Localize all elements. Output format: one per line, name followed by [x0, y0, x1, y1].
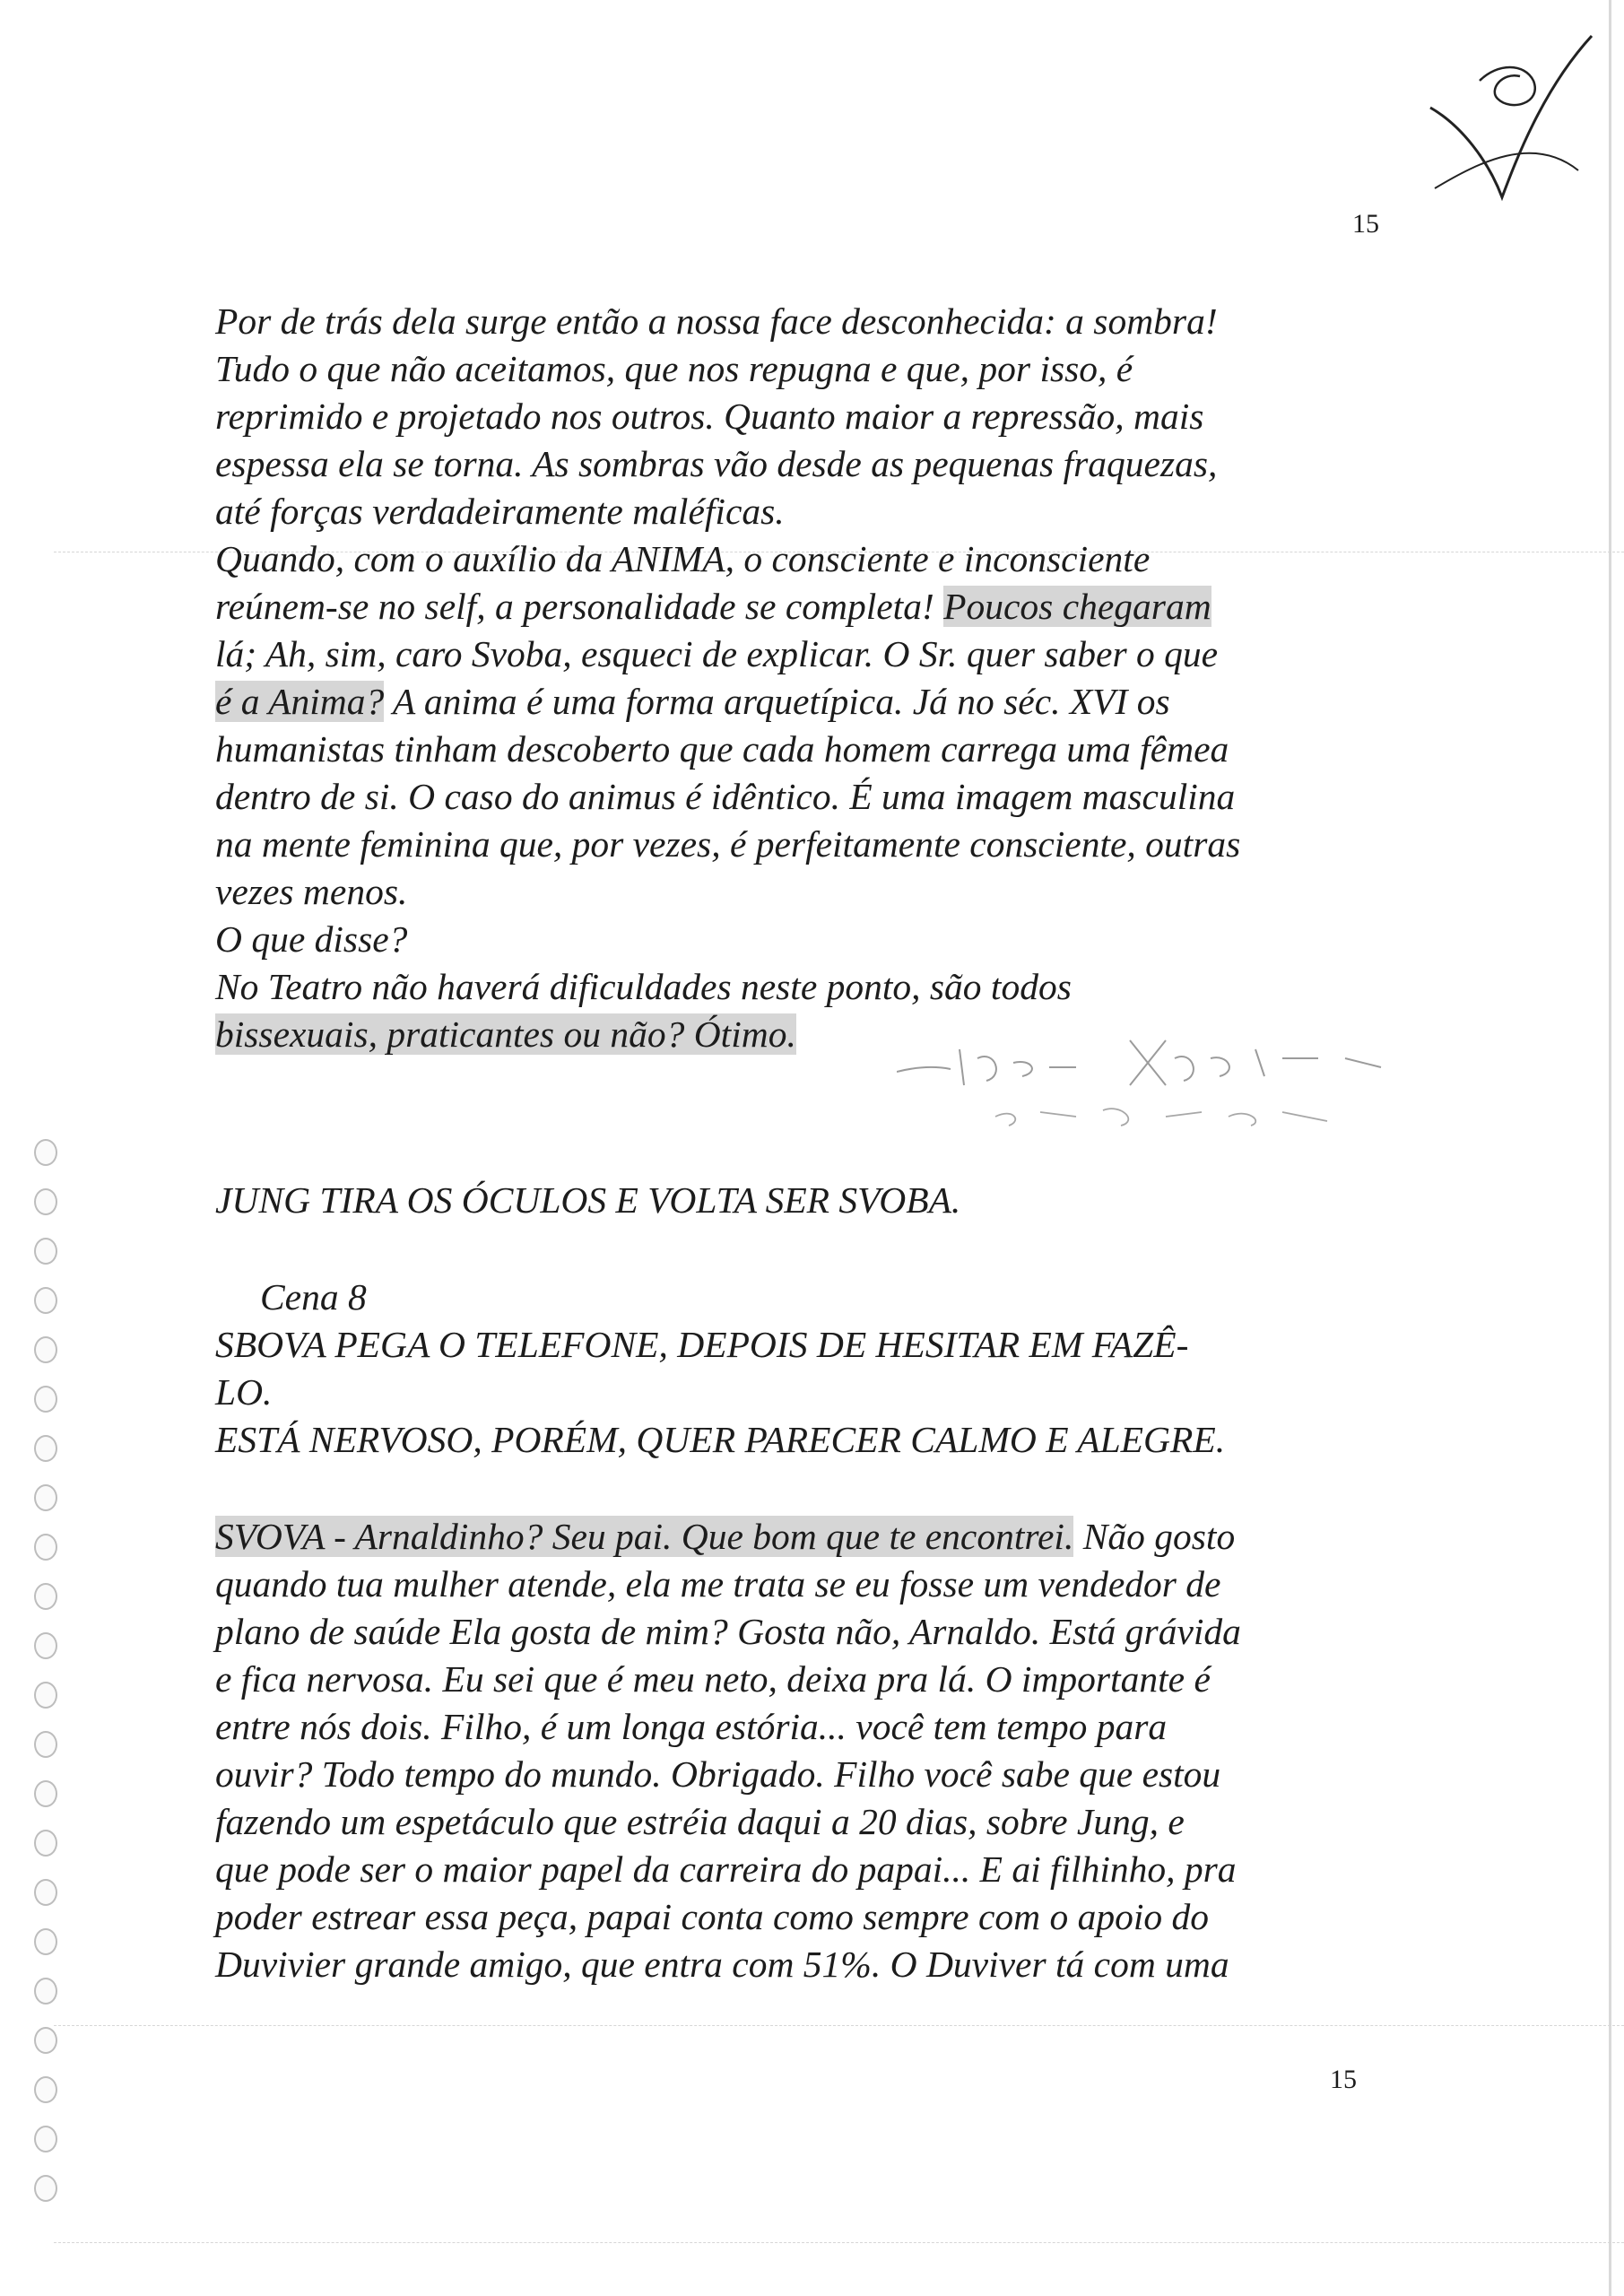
page-edge-shadow: [1609, 0, 1611, 2296]
text-line: até forças verdadeiramente maléficas.: [215, 491, 785, 532]
text-line: lá; Ah, sim, caro Svoba, esqueci de explicar. O Sr. quer saber o que: [215, 633, 1219, 674]
text-segment: A anima é uma forma arquetípica. Já no séc. XVI os: [384, 681, 1170, 722]
dialogue-line: [215, 1513, 1390, 1561]
dialogue-line: entre nós dois. Filho, é um longa estória... você tem tempo para: [215, 1706, 1168, 1747]
text-line: Tudo o que não aceitamos, que nos repugna e que, por isso, é: [215, 348, 1133, 389]
binding-hole-icon: [34, 1238, 57, 1265]
dialogue-line: fazendo um espetáculo que estréia daqui a 20 dias, sobre Jung, e: [215, 1801, 1185, 1842]
binding-hole-icon: [34, 1830, 57, 1857]
text-line: [215, 678, 1390, 726]
text-line: O que disse?: [215, 918, 408, 960]
binding-hole-icon: [34, 1287, 57, 1314]
binding-hole-icon: [34, 1435, 57, 1462]
binding-hole-icon: [34, 2076, 57, 2103]
binding-hole-icon: [34, 1386, 57, 1413]
handwritten-pencil-note-icon: [897, 1031, 1399, 1148]
binding-hole-icon: [34, 2126, 57, 2152]
bottom-edge-line: [54, 2242, 1624, 2244]
binding-hole-icon: [34, 1928, 57, 1955]
page-number-bottom: 15: [1330, 2065, 1357, 2094]
binding-hole-icon: [34, 1978, 57, 2005]
text-line: vezes menos.: [215, 871, 408, 912]
binding-hole-icon: [34, 1139, 57, 1166]
binding-hole-icon: [34, 1534, 57, 1561]
binding-hole-icon: [34, 2175, 57, 2202]
text-line: na mente feminina que, por vezes, é perfeitamente consciente, outras: [215, 823, 1241, 865]
signature-check-mark-icon: [1426, 27, 1596, 206]
highlighted-text: Poucos chegaram: [943, 586, 1211, 627]
dialogue-line: Duvivier grande amigo, que entra com 51%. O Duviver tá com uma: [215, 1944, 1229, 1985]
binding-holes: [27, 538, 63, 2287]
text-line: reprimido e projetado nos outros. Quanto maior a repressão, mais: [215, 396, 1204, 437]
dialogue-line: e fica nervosa. Eu sei que é meu neto, deixa pra lá. O importante é: [215, 1658, 1211, 1700]
highlighted-text: é a Anima?: [215, 681, 385, 722]
binding-hole-icon: [34, 1336, 57, 1363]
text-line: humanistas tinham descoberto que cada homem carrega uma fêmea: [215, 728, 1229, 770]
binding-hole-icon: [34, 1484, 57, 1511]
scene-heading: Cena 8: [260, 1276, 367, 1318]
dialogue-line: quando tua mulher atende, ela me trata se eu fosse um vendedor de: [215, 1563, 1221, 1605]
stage-direction: JUNG TIRA OS ÓCULOS E VOLTA SER SVOBA.: [215, 1179, 961, 1221]
stage-direction: SBOVA PEGA O TELEFONE, DEPOIS DE HESITAR EM FAZÊ-: [215, 1324, 1189, 1365]
binding-hole-icon: [34, 2027, 57, 2054]
text-line: espessa ela se torna. As sombras vão desde as pequenas fraquezas,: [215, 443, 1218, 484]
text-line: Quando, com o auxílio da ANIMA, o consciente e inconsciente: [215, 538, 1151, 579]
text-segment: Não gosto: [1073, 1516, 1236, 1557]
stage-direction: ESTÁ NERVOSO, PORÉM, QUER PARECER CALMO E ALEGRE.: [215, 1419, 1226, 1460]
binding-hole-icon: [34, 1780, 57, 1807]
binding-hole-icon: [34, 1188, 57, 1215]
dialogue-line: plano de saúde Ela gosta de mim? Gosta não, Arnaldo. Está grávida: [215, 1611, 1241, 1652]
page-number-top: 15: [1352, 209, 1379, 239]
lower-scan-line: [54, 2025, 1624, 2027]
text-line: dentro de si. O caso do animus é idêntico. É uma imagem masculina: [215, 776, 1236, 817]
binding-hole-icon: [34, 1632, 57, 1659]
binding-hole-icon: [34, 1682, 57, 1709]
text-line: No Teatro não haverá dificuldades neste ponto, são todos: [215, 966, 1072, 1007]
binding-hole-icon: [34, 1583, 57, 1610]
dialogue-line: ouvir? Todo tempo do mundo. Obrigado. Filho você sabe que estou: [215, 1753, 1221, 1795]
stage-direction: LO.: [215, 1371, 273, 1413]
highlighted-text: bissexuais, praticantes ou não? Ótimo.: [215, 1013, 796, 1055]
text-line: [215, 583, 1390, 631]
binding-hole-icon: [34, 1879, 57, 1906]
highlighted-text: SVOVA - Arnaldinho? Seu pai. Que bom que te encontrei.: [215, 1516, 1074, 1557]
dialogue-line: poder estrear essa peça, papai conta como sempre com o apoio do: [215, 1896, 1210, 1937]
text-line: Por de trás dela surge então a nossa face desconhecida: a sombra!: [215, 300, 1218, 342]
dialogue-line: que pode ser o maior papel da carreira do papai... E ai filhinho, pra: [215, 1848, 1237, 1890]
binding-hole-icon: [34, 1731, 57, 1758]
text-segment: reúnem-se no self, a personalidade se completa!: [215, 586, 944, 627]
